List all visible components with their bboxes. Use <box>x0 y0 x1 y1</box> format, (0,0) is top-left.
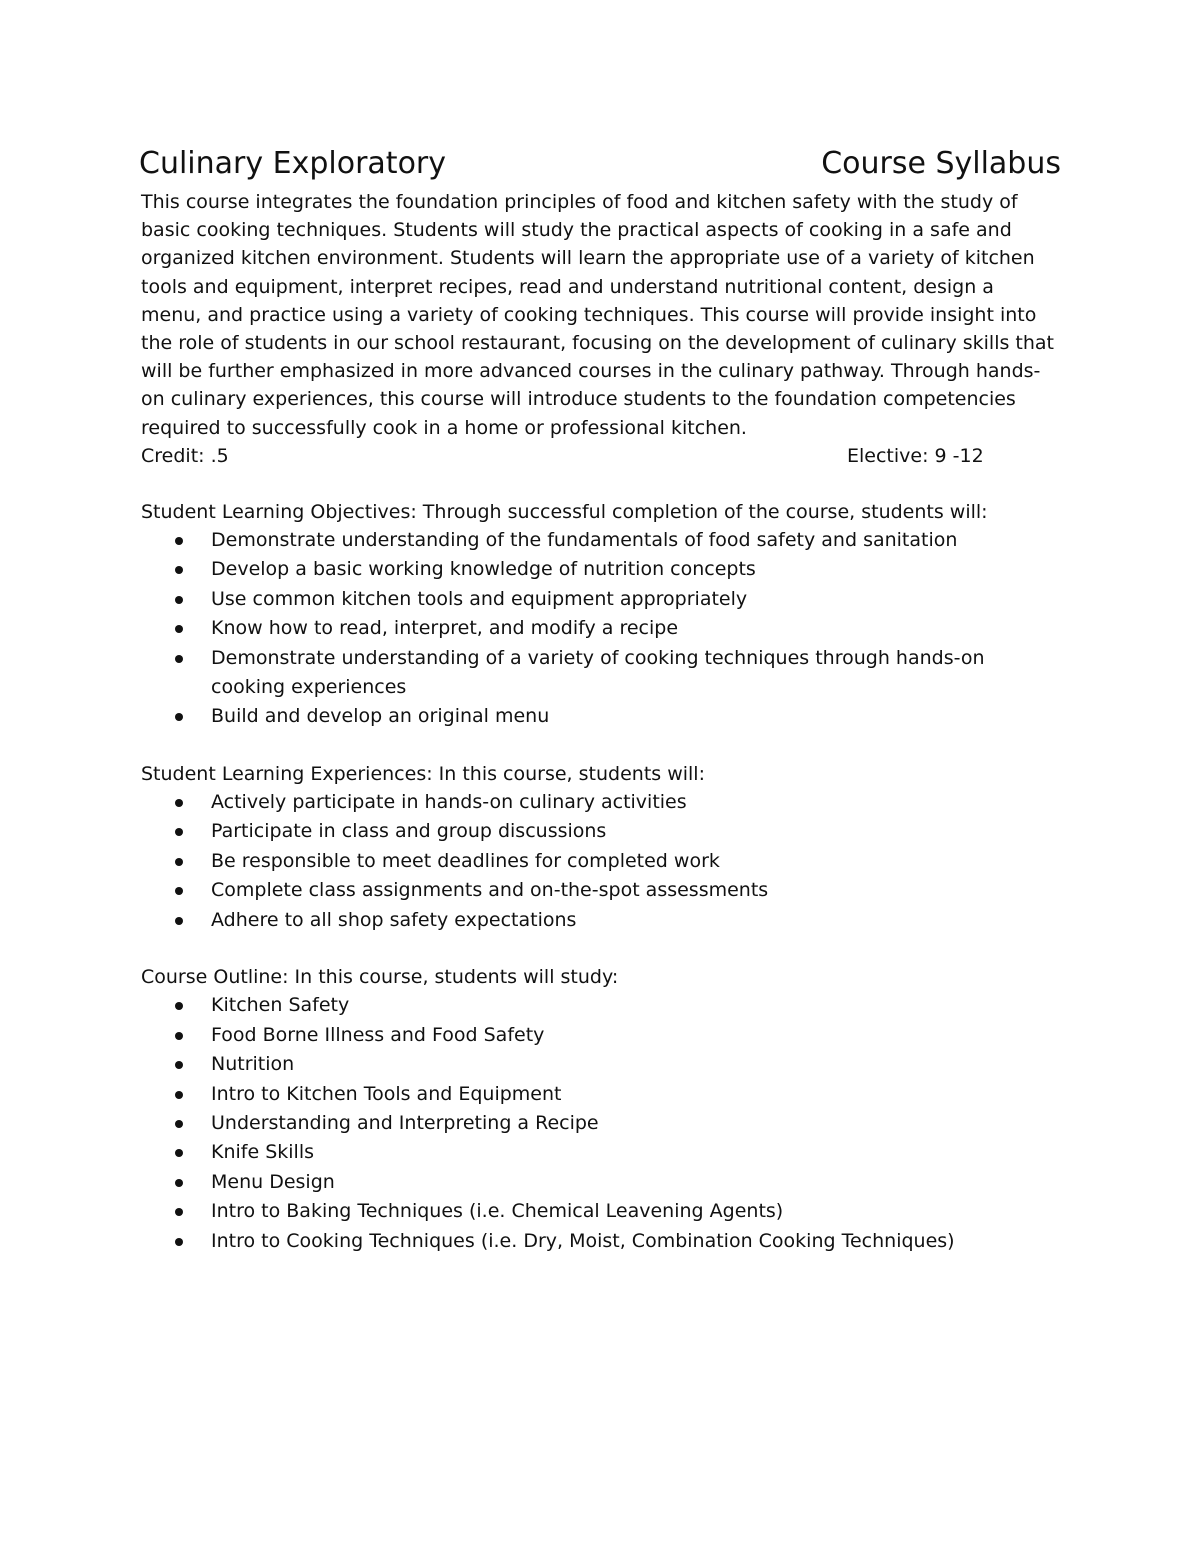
outline-section <box>141 963 1061 1256</box>
list-item-text: Demonstrate understanding of a variety of cooking techniques through hands-on cooking experiences <box>211 646 985 699</box>
list-item <box>141 817 1061 846</box>
experiences-heading: Student Learning Experiences: In this course, students will: <box>141 762 705 785</box>
list-item <box>141 1021 1061 1050</box>
list-item <box>141 1109 1061 1138</box>
page-subtitle: Course Syllabus <box>821 146 1061 181</box>
bullet-icon <box>175 713 183 721</box>
list-item-text: Use common kitchen tools and equipment appropriately <box>211 587 748 610</box>
list-item <box>141 702 1061 731</box>
list-item-text: Participate in class and group discussions <box>211 820 607 843</box>
bullet-icon <box>175 566 183 574</box>
list-item <box>141 644 1061 703</box>
list-item-text: Complete class assignments and on-the-spot assessments <box>211 879 769 902</box>
list-item-text: Build and develop an original menu <box>211 705 550 728</box>
bullet-icon <box>175 596 183 604</box>
list-item <box>141 585 1061 614</box>
bullet-icon <box>175 537 183 545</box>
outline-heading: Course Outline: In this course, students will study: <box>141 966 619 989</box>
list-item <box>141 1138 1061 1167</box>
bullet-icon <box>175 1002 183 1010</box>
bullet-icon <box>175 799 183 807</box>
list-item <box>141 906 1061 935</box>
credit-text: Credit: .5 <box>141 444 229 467</box>
list-item-text: Develop a basic working knowledge of nutrition concepts <box>211 558 756 581</box>
list-item-text: Intro to Kitchen Tools and Equipment <box>211 1082 562 1105</box>
list-item <box>141 1168 1061 1197</box>
bullet-icon <box>175 1032 183 1040</box>
bullet-icon <box>175 828 183 836</box>
list-item-text: Kitchen Safety <box>211 994 350 1017</box>
list-item <box>141 788 1061 817</box>
list-item <box>141 1227 1061 1256</box>
list-item-text: Adhere to all shop safety expectations <box>211 908 577 931</box>
credit-row <box>141 442 1061 470</box>
list-item-text: Intro to Cooking Techniques (i.e. Dry, Moist, Combination Cooking Techniques) <box>211 1229 955 1252</box>
bullet-icon <box>175 1149 183 1157</box>
bullet-icon <box>175 1091 183 1099</box>
list-item-text: Menu Design <box>211 1170 335 1193</box>
syllabus-page <box>141 140 1061 1256</box>
bullet-icon <box>175 1179 183 1187</box>
list-item-text: Knife Skills <box>211 1141 314 1164</box>
bullet-icon <box>175 625 183 633</box>
list-item-text: Be responsible to meet deadlines for completed work <box>211 849 720 872</box>
bullet-icon <box>175 917 183 925</box>
list-item-text: Intro to Baking Techniques (i.e. Chemical Leavening Agents) <box>211 1200 784 1223</box>
experiences-section <box>141 760 1061 935</box>
list-item-text: Demonstrate understanding of the fundamentals of food safety and sanitation <box>211 529 958 552</box>
list-item-text: Actively participate in hands-on culinary activities <box>211 791 687 814</box>
experiences-list <box>141 788 1061 935</box>
bullet-icon <box>175 1061 183 1069</box>
list-item <box>141 1050 1061 1079</box>
bullet-icon <box>175 858 183 866</box>
course-description: This course integrates the foundation principles of food and kitchen safety with the study of basic cooking techniques. Students will study the practical aspects of cooking in a safe and organized kitchen environment. Students will learn the appropriate use of a variety of kitchen tools and equipment, interpret recipes, read and understand nutritional content, design a menu, and practice using a variety of cooking techniques. This course will provide insight into the role of students in our school restaurant, focusing on the development of culinary skills that will be further emphasized in more advanced courses in the culinary pathway. Through hands-on culinary experiences, this course will introduce students to the foundation competencies required to successfully cook in a home or professional kitchen. <box>141 191 1055 439</box>
list-item <box>141 614 1061 643</box>
bullet-icon <box>175 1238 183 1246</box>
list-item <box>141 1080 1061 1109</box>
bullet-icon <box>175 887 183 895</box>
list-item <box>141 876 1061 905</box>
bullet-icon <box>175 1208 183 1216</box>
elective-text: Elective: 9 -12 <box>847 444 984 467</box>
bullet-icon <box>175 655 183 663</box>
page-title: Culinary Exploratory <box>139 146 447 181</box>
list-item <box>141 847 1061 876</box>
list-item <box>141 991 1061 1020</box>
list-item-text: Understanding and Interpreting a Recipe <box>211 1111 599 1134</box>
bullet-icon <box>175 1120 183 1128</box>
list-item-text: Nutrition <box>211 1053 295 1076</box>
list-item <box>141 526 1061 555</box>
title-row <box>139 140 1061 188</box>
list-item-text: Food Borne Illness and Food Safety <box>211 1023 545 1046</box>
list-item <box>141 555 1061 584</box>
objectives-section <box>141 498 1061 732</box>
objectives-heading: Student Learning Objectives: Through successful completion of the course, students will: <box>141 500 988 523</box>
list-item <box>141 1197 1061 1226</box>
objectives-list <box>141 526 1061 732</box>
outline-list <box>141 991 1061 1256</box>
list-item-text: Know how to read, interpret, and modify a recipe <box>211 617 679 640</box>
